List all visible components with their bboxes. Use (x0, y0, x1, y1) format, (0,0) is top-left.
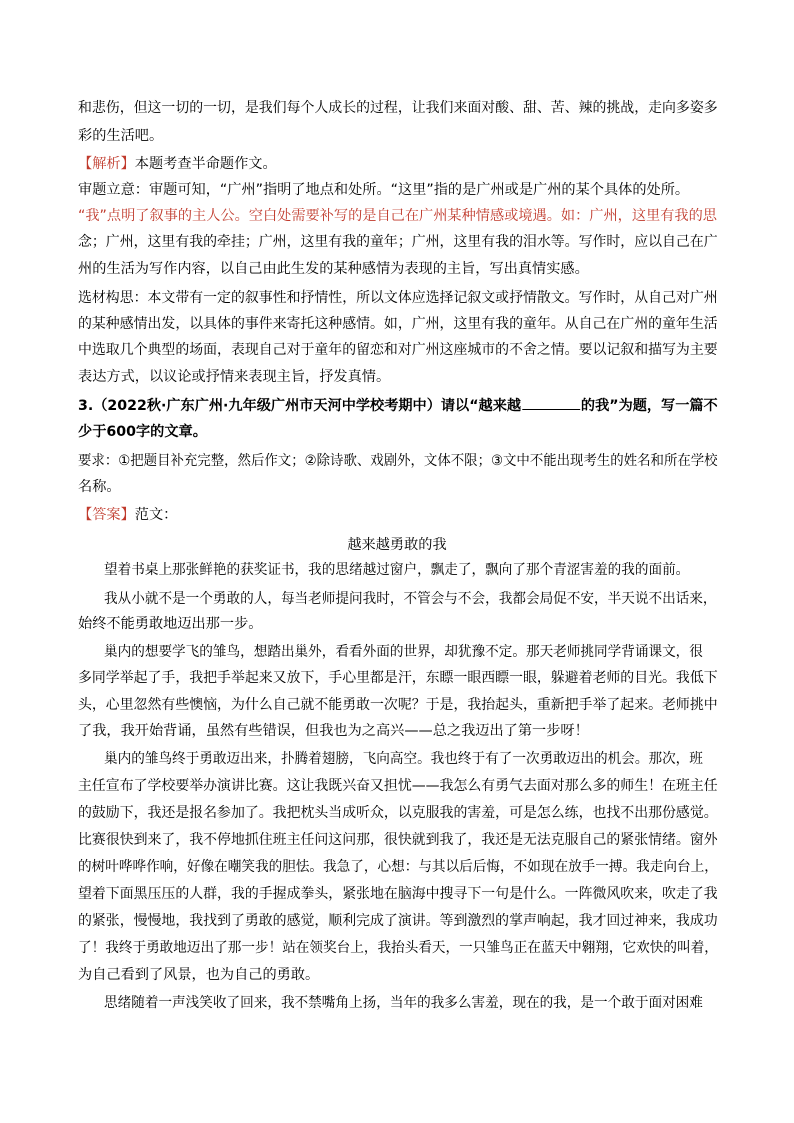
analysis-line (78, 154, 718, 174)
question-suffix: 的我”为题，写一篇不 (580, 398, 718, 414)
essay-line: 我从小就不是一个勇敢的人，每当老师提问我时，不管会与不会，我都会局促不安，半天说不出话来， (104, 591, 717, 607)
essay-line: 为自己看到了风景，也为自己的勇敢。 (78, 967, 320, 983)
question-prefix: 3.（2022秋·广东广州·九年级广州市天河中学校考期中）请以“越来越 (78, 398, 522, 414)
text-line: 州的生活为写作内容，以自己由此生发的某种感情为表现的主旨，写出真情实感。 (78, 261, 589, 277)
essay-line: 的紧张，慢慢地，我找到了勇敢的感觉，顺利完成了演讲。等到激烈的掌声响起，我才回过神来，我成功 (78, 913, 718, 929)
essay-line: 思绪随着一声浅笑收了回来，我不禁嘴角上扬，当年的我多么害羞，现在的我，是一个敢于面对困难 (104, 995, 703, 1011)
essay-line: 主任宣布了学校要举办演讲比赛。这让我既兴奋又担忧——我怎么有勇气去面对那么多的师生！在班主任 (78, 778, 718, 794)
question-line-2: 少于600字的文章。 (78, 424, 207, 440)
question-blank (522, 395, 580, 410)
text-line: 表达方式，以议论或抒情来表现主旨，抒发真情。 (78, 369, 391, 385)
answer-text: 范文： (134, 507, 178, 523)
essay-line: 头，心里忽然有些懊恼，为什么自己就不能勇敢一次呢？于是，我抬起头，重新把手举了起来。老师挑中 (78, 697, 718, 713)
essay-line: 望着下面黑压压的人群，我的手握成拳头，紧张地在脑海中搜寻下一句是什么。一阵微风吹来，吹走了我 (78, 886, 718, 902)
essay-line: 望着书桌上那张鲜艳的获奖证书，我的思绪越过窗户，飘走了，飘向了那个青涩害羞的我的面前。 (104, 562, 690, 578)
essay-line: 的树叶哗哗作响，好像在嘲笑我的胆怯。我急了，心想：与其以后后悔，不如现在放手一搏。我走向台上， (78, 859, 718, 875)
answer-tag: 【答案】 (78, 507, 135, 523)
answer-line (78, 505, 718, 525)
essay-line: 了！我终于勇敢地迈出了那一步！站在领奖台上，我抬头看天，一只雏鸟正在蓝天中翱翔，它欢快的叫着， (78, 940, 718, 956)
essay-line: 始终不能勇敢地迈出那一步。 (78, 616, 263, 632)
essay-line: 比赛很快到来了，我不停地抓住班主任问这问那，很快就到我了，我还是无法克服自己的紧张情绪。窗外 (78, 832, 718, 848)
text-line: 的某种感情出发，以具体的事件来寄托这种感情。如，广州，这里有我的童年。从自己在广州的童年生活 (78, 316, 718, 332)
essay-line: 巢内的想要学飞的雏鸟，想踏出巢外，看看外面的世界，却犹豫不定。那天老师挑同学背诵课文，很 (104, 644, 703, 660)
text-line: 彩的生活吧。 (78, 128, 164, 144)
analysis-tag: 【解析】 (78, 156, 135, 172)
analysis-text: 本题考查半命题作文。 (134, 156, 277, 172)
text-line: 选材构思：本文带有一定的叙事性和抒情性，所以文体应选择记叙文或抒情散文。写作时，从自己对广州 (78, 290, 718, 306)
text-line-red: “我”点明了叙事的主人公。空白处需要补写的是自己在广州某种情感或境遇。如：广州，这里有我的思 (78, 208, 717, 224)
essay-title: 越来越勇敢的我 (347, 537, 447, 553)
text-line: 和悲伤，但这一切的一切，是我们每个人成长的过程，让我们来面对酸、甜、苦、辣的挑战，走向多姿多 (78, 100, 718, 116)
essay-line: 巢内的雏鸟终于勇敢迈出来，扑腾着翅膀，飞向高空。我也终于有了一次勇敢迈出的机会。那次，班 (104, 751, 703, 767)
essay-line: 多同学举起了手，我把手举起来又放下，手心里都是汗，东瞟一眼西瞟一眼，躲避着老师的目光。我低下 (78, 670, 718, 686)
text-line: 念；广州，这里有我的牵挂；广州，这里有我的童年；广州，这里有我的泪水等。写作时，应以自己在广 (78, 234, 718, 250)
essay-line: 了我，我开始背诵，虽然有些错误，但我也为之高兴——总之我迈出了第一步呀！ (78, 723, 589, 739)
question-line (78, 395, 717, 416)
text-line: 中选取几个典型的场面，表现自己对于童年的留恋和对广州这座城市的不舍之情。要以记叙和描写为主要 (78, 342, 718, 358)
essay-line: 的鼓励下，我还是报名参加了。我把枕头当成听众，以克服我的害羞，可是怎么练，也找不出那份感觉。 (78, 805, 718, 821)
requirements-line: 要求：①把题目补充完整，然后作文；②除诗歌、戏剧外，文体不限；③文中不能出现考生的姓名和所在学校 (78, 453, 718, 469)
requirements-line: 名称。 (78, 479, 121, 495)
text-line: 审题立意：审题可知，“广州”指明了地点和处所。“这里”指的是广州或是广州的某个具体的处所。 (78, 182, 690, 198)
